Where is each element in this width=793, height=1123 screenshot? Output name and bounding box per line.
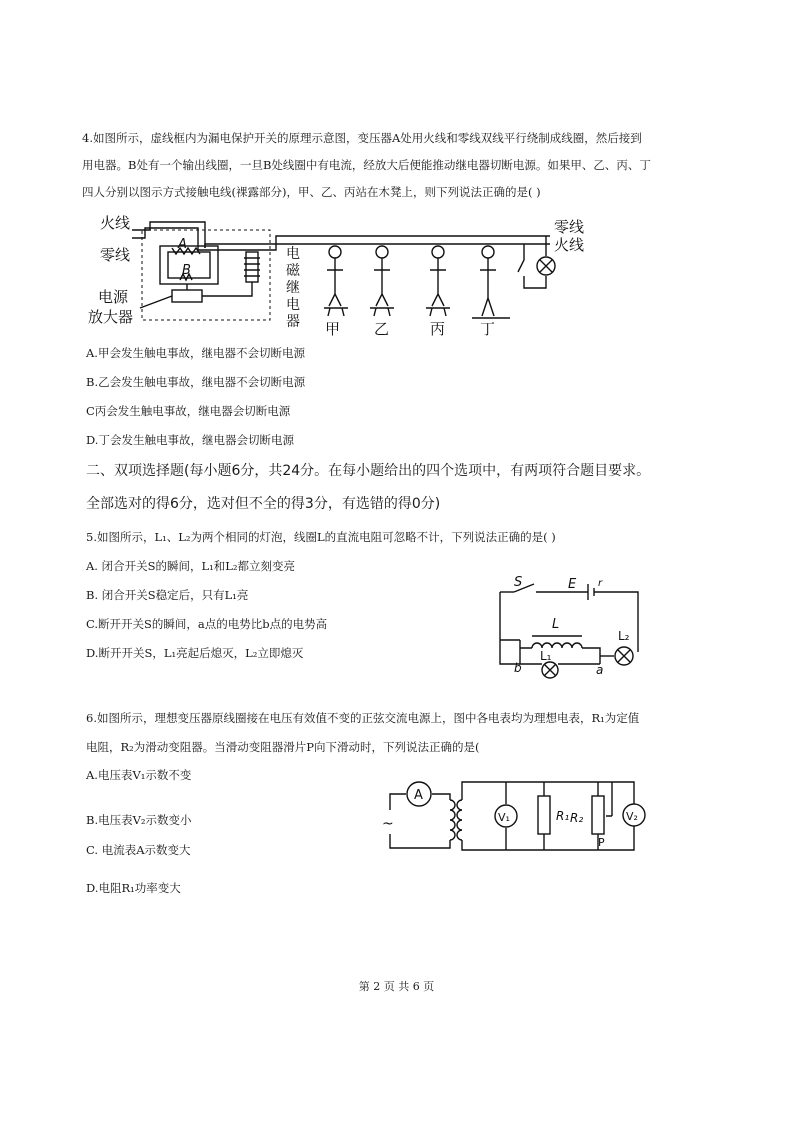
q6-slider: [606, 782, 612, 816]
q5-point-a-label: a: [596, 663, 604, 677]
section2-heading-line-1: 二、双项选择题(每小题6分，共24分。在每小题给出的四个选项中，有两项符合题目要求。: [86, 463, 651, 479]
q6-option-c: C. 电流表A示数变大: [86, 843, 191, 857]
q5-circuit-figure: [492, 574, 642, 684]
q4-neutral-wire-label: 零线: [100, 246, 131, 264]
q6-secondary-coil: [457, 800, 462, 840]
q4-label-a: A: [178, 237, 187, 252]
q4-power-amp-label-1: 电源: [98, 288, 129, 306]
q6-source-label: ~: [382, 816, 394, 832]
q4-person-bing: [426, 246, 450, 316]
q4-relay-coil: [246, 252, 258, 282]
q4-person-label-bing: 丙: [430, 320, 446, 338]
q6-stem-line-2: 电阻，R₂为滑动变阻器。当滑动变阻器滑片P向下滑动时，下列说法正确的是(: [86, 740, 480, 754]
q6-transformer-figure: [376, 772, 656, 856]
q4-person-yi: [370, 246, 394, 316]
q4-stem-line-1: 4.如图所示，虚线框内为漏电保护开关的原理示意图，变压器A处用火线和零线双线平行绕制成线圈，然后接到: [82, 131, 642, 145]
svg-text:电: 电: [286, 246, 300, 262]
q4-option-a: A.甲会发生触电事故，继电器不会切断电源: [86, 346, 305, 360]
q4-person-label-ding: 丁: [480, 320, 496, 338]
q6-primary-coil: [450, 800, 455, 840]
q4-stem-line-2: 用电器。B处有一个输出线圈，一旦B处线圈中有电流，经放大后便能推动继电器切断电源。如果甲、乙、丙、丁: [82, 158, 651, 172]
q6-rheostat-r2: [592, 796, 604, 834]
q4-option-d: D.丁会发生触电事故，继电器会切断电源: [86, 433, 294, 447]
q5-option-a: A. 闭合开关S的瞬间，L₁和L₂都立刻变亮: [86, 559, 295, 573]
q6-option-b: B.电压表V₂示数变小: [86, 813, 192, 827]
q4-option-c: C丙会发生触电事故，继电器会切断电源: [86, 404, 291, 418]
q6-v1-label: V₁: [498, 811, 510, 824]
q4-power-amp-label-2: 放大器: [88, 308, 134, 326]
q5-option-d: D.断开开关S，L₁亮起后熄灭，L₂立即熄灭: [86, 646, 304, 660]
section2-heading-line-2: 全部选对的得6分，选对但不全的得3分，有选错的得0分): [86, 496, 441, 512]
q4-lamp-switch: [518, 244, 546, 288]
q5-internal-r-label: r: [598, 578, 603, 589]
q4-live-wire-label: 火线: [100, 214, 131, 232]
q5-option-b: B. 闭合开关S稳定后，只有L₁亮: [86, 588, 249, 602]
q5-coil-label: L: [552, 617, 560, 632]
q4-live-wire-left: [132, 222, 205, 248]
q6-option-d: D.电阻R₁功率变大: [86, 881, 181, 895]
q6-r2-label: R₂: [570, 811, 584, 825]
q4-leakage-protector-figure: [80, 208, 585, 340]
q4-person-label-jia: 甲: [325, 320, 341, 338]
svg-text:继: 继: [286, 280, 300, 296]
q5-option-c: C.断开开关S的瞬间，a点的电势比b点的电势高: [86, 617, 328, 631]
q5-battery: [588, 584, 594, 600]
q4-person-ding: [472, 246, 510, 318]
q6-r1-label: R₁: [556, 809, 570, 823]
q4-option-b: B.乙会发生触电事故，继电器不会切断电源: [86, 375, 306, 389]
q5-point-b-label: b: [514, 661, 522, 675]
q6-v2-label: V₂: [626, 810, 638, 823]
q5-lamp2-label: L₂: [618, 629, 630, 643]
page-footer: 第 2 页 共 6 页: [358, 980, 435, 993]
q4-right-live-label: 火线: [554, 236, 585, 254]
q5-switch-label: S: [514, 575, 523, 590]
q4-live-wire-main: [266, 236, 550, 250]
q4-stem-line-3: 四人分别以图示方式接触电线(裸露部分)，甲、乙、丙站在木凳上，则下列说法正确的是( ): [82, 185, 541, 199]
q4-relay-contacts: [240, 244, 266, 250]
q5-battery-label: E: [568, 577, 577, 592]
q4-person-label-yi: 乙: [374, 320, 390, 338]
svg-text:磁: 磁: [286, 263, 300, 279]
q5-lamp1-label: L₁: [540, 649, 552, 663]
q6-slider-label: P: [598, 836, 605, 849]
svg-text:器: 器: [286, 314, 300, 330]
q6-resistor-r1: [538, 796, 550, 834]
q6-option-a: A.电压表V₁示数不变: [86, 768, 192, 782]
q4-person-jia: [324, 246, 348, 316]
q5-stem: 5.如图所示，L₁、L₂为两个相同的灯泡，线圈L的直流电阻可忽略不计，下列说法正确的是( ): [86, 530, 556, 544]
q4-right-neutral-label: 零线: [554, 218, 585, 236]
svg-text:电: 电: [286, 297, 300, 313]
q4-amplifier-block: [172, 290, 202, 302]
q4-label-b: B: [182, 263, 191, 278]
q5-coil: [532, 643, 582, 648]
q6-stem-line-1: 6.如图所示，理想变压器原线圈接在电压有效值不变的正弦交流电源上，图中各电表均为理想电表，R₁为定值: [86, 711, 640, 725]
q6-ammeter-label: A: [414, 788, 423, 803]
q4-relay-label: [286, 245, 301, 330]
